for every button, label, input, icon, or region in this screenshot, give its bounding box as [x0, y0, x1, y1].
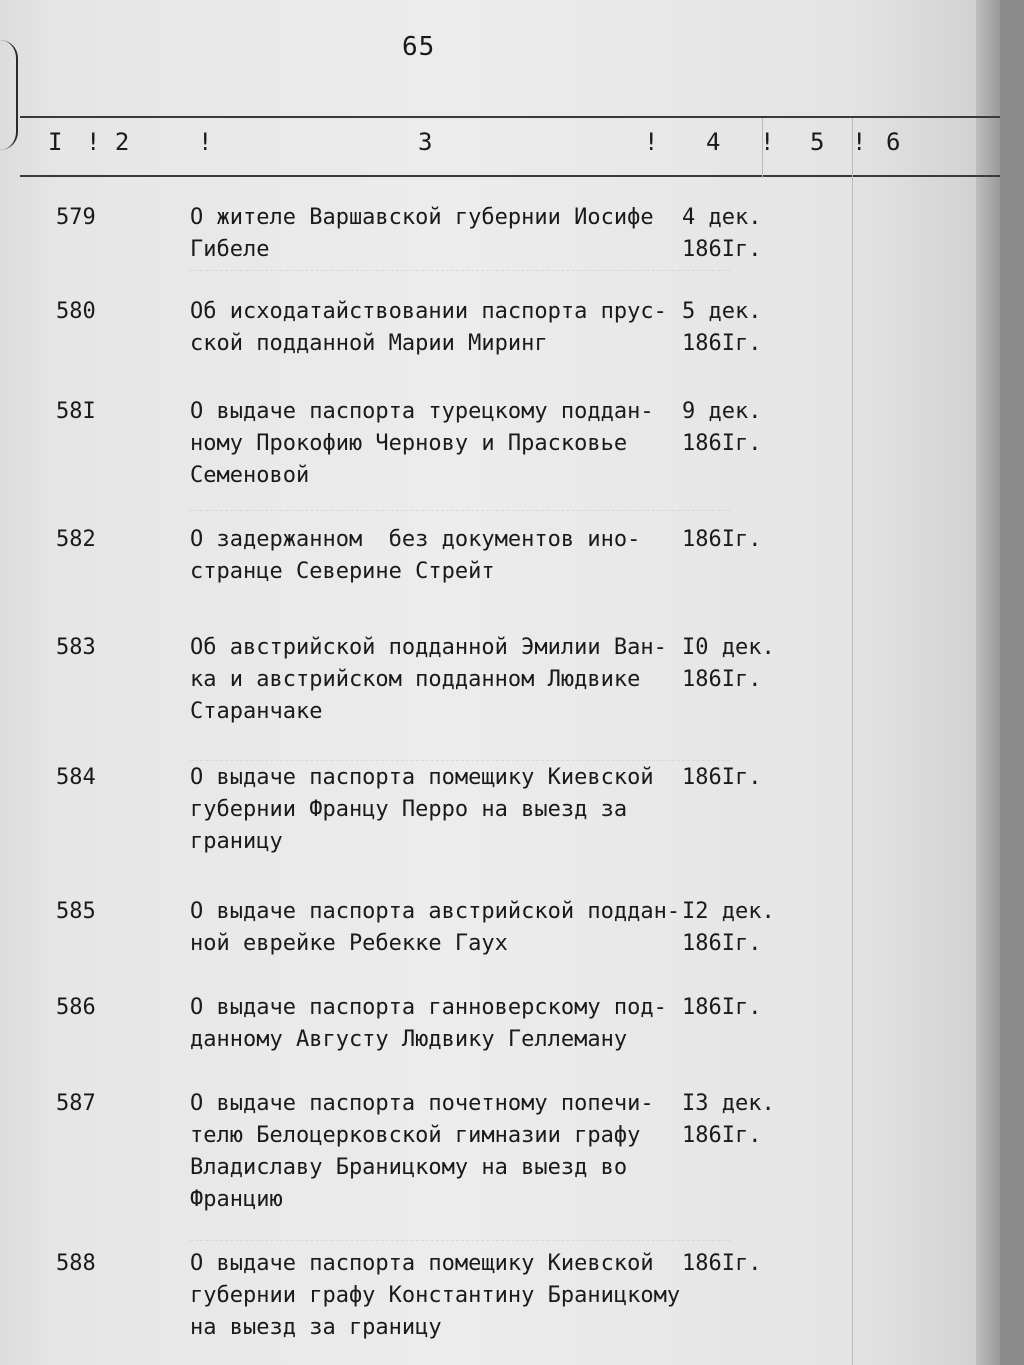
row-title: О выдаче паспорта помещику Киевской губернии графу Константину Браницкому на выезд за границу	[190, 1251, 681, 1340]
column-header-separator: !	[644, 128, 659, 156]
binding-edge	[0, 40, 18, 150]
row-date: 186Iг.	[682, 995, 762, 1020]
column-header-4: 4	[706, 128, 721, 156]
row-title: О выдаче паспорта турецкому поддан- ному Прокофию Чернову и Прасковье Семеновой	[190, 399, 654, 488]
row-title: О выдаче паспорта австрийской поддан- ной еврейке Ребекке Гаух	[190, 899, 681, 956]
column-header-3: 3	[418, 128, 433, 156]
row-number: 579	[56, 205, 96, 230]
column-header-separator: !	[760, 128, 775, 156]
row-title: О выдаче паспорта помещику Киевской губернии Францу Перро на выезд за границу	[190, 765, 654, 854]
column-header-row	[30, 128, 990, 168]
header-bottom-rule	[20, 175, 1000, 177]
column-header-1: I	[48, 128, 63, 156]
row-number: 582	[56, 527, 96, 552]
row-date: I3 дек. 186Iг.	[682, 1091, 775, 1148]
page-edge-shadow	[976, 0, 1000, 1365]
row-number: 584	[56, 765, 96, 790]
row-date: 9 дек. 186Iг.	[682, 399, 762, 456]
row-date: 186Iг.	[682, 765, 762, 790]
row-date: 4 дек. 186Iг.	[682, 205, 762, 262]
column-header-separator: !	[852, 128, 867, 156]
row-title: О задержанном без документов ино- странце Северине Стрейт	[190, 527, 641, 584]
row-title: О выдаче паспорта почетному попечи- телю Белоцерковской гимназии графу Владиславу Браницкому на выезд во Францию	[190, 1091, 654, 1212]
row-date: 5 дек. 186Iг.	[682, 299, 762, 356]
bleed-through-texture	[190, 1220, 730, 1241]
row-title: О выдаче паспорта ганноверскому под- данному Августу Людвику Геллеману	[190, 995, 667, 1052]
column-header-2: ! 2	[86, 128, 130, 156]
column-header-separator: !	[198, 128, 213, 156]
row-date: I0 дек. 186Iг.	[682, 635, 775, 692]
column-header-5: 5	[810, 128, 825, 156]
header-top-rule	[20, 116, 1000, 118]
row-title: О жителе Варшавской губернии Иосифе Гибеле	[190, 205, 654, 262]
row-number: 586	[56, 995, 96, 1020]
row-number: 580	[56, 299, 96, 324]
row-title: Об исходатайствовании паспорта прус- ской подданной Марии Миринг	[190, 299, 667, 356]
row-date: I2 дек. 186Iг.	[682, 899, 775, 956]
row-title: Об австрийской подданной Эмилии Ван- ка и австрийском подданном Людвике Старанчаке	[190, 635, 667, 724]
row-date: 186Iг.	[682, 527, 762, 552]
column-header-6: 6	[886, 128, 901, 156]
row-number: 587	[56, 1091, 96, 1116]
row-number: 585	[56, 899, 96, 924]
row-number: 588	[56, 1251, 96, 1276]
column-divider	[852, 118, 853, 1365]
row-date: 186Iг.	[682, 1251, 762, 1276]
row-number: 583	[56, 635, 96, 660]
page-number: 65	[402, 32, 436, 62]
row-number: 58I	[56, 399, 96, 424]
